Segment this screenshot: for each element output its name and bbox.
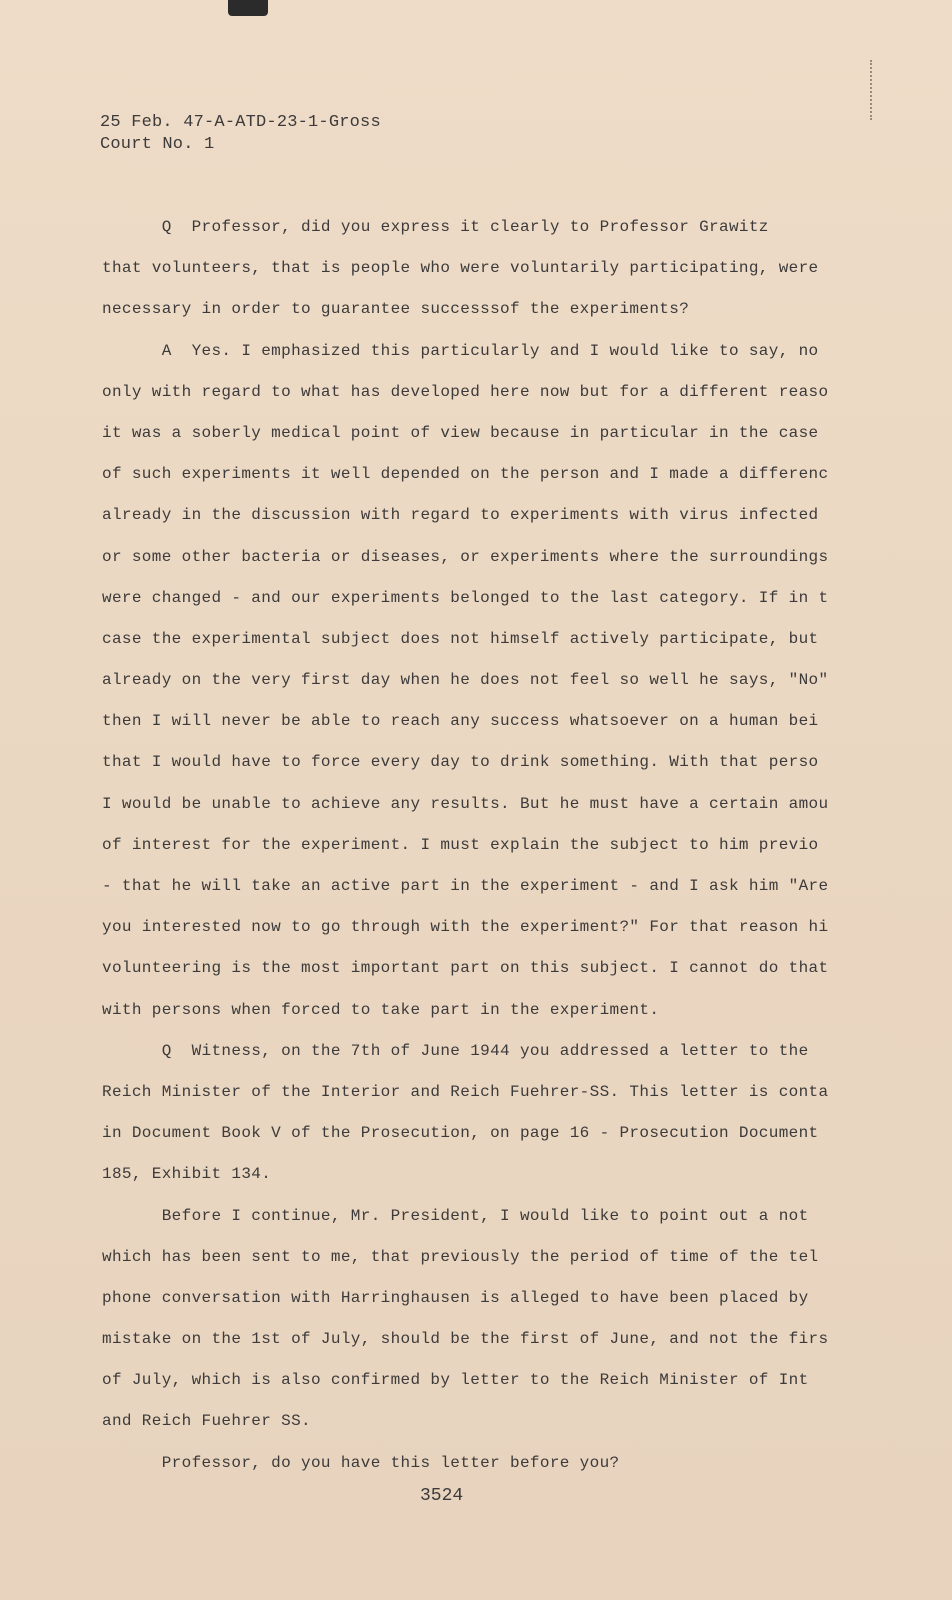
text-line: were changed - and our experiments belonged to the last category. If in t (102, 588, 829, 607)
text-line: then I will never be able to reach any success whatsoever on a human bei (102, 712, 819, 731)
text-line: A Yes. I emphasized this particularly and I would like to say, no (102, 341, 819, 360)
text-line: that volunteers, that is people who were voluntarily participating, were (102, 259, 819, 278)
text-line: volunteering is the most important part on this subject. I cannot do that (102, 959, 829, 978)
text-line: already on the very first day when he does not feel so well he says, "No" (102, 671, 829, 690)
text-line: Q Professor, did you express it clearly to Professor Grawitz (102, 218, 769, 236)
text-line: in Document Book V of the Prosecution, on page 16 - Prosecution Document (102, 1124, 819, 1143)
header-court: Court No. 1 (100, 135, 215, 154)
text-line: that I would have to force every day to drink something. With that perso (102, 753, 819, 772)
text-line: phone conversation with Harringhausen is alleged to have been placed by (102, 1288, 809, 1307)
page-number: 3524 (420, 1486, 464, 1506)
header-reference: 25 Feb. 47-A-ATD-23-1-Gross (100, 113, 381, 132)
text-line: already in the discussion with regard to experiments with virus infected (102, 506, 819, 525)
text-line: Professor, do you have this letter before you? (102, 1453, 620, 1472)
text-line: case the experimental subject does not himself actively participate, but (102, 629, 819, 648)
text-line: Q Witness, on the 7th of June 1944 you addressed a letter to the (102, 1041, 809, 1060)
edge-marks (866, 60, 872, 120)
text-line: with persons when forced to take part in the experiment. (102, 1000, 660, 1019)
binding-mark (228, 0, 268, 16)
text-line: necessary in order to guarantee successsof the experiments? (102, 300, 690, 319)
text-line: it was a soberly medical point of view because in particular in the case (102, 423, 819, 442)
text-line: of interest for the experiment. I must explain the subject to him previo (102, 835, 819, 854)
text-line: mistake on the 1st of July, should be the first of June, and not the firs (102, 1330, 829, 1349)
text-line: or some other bacteria or diseases, or experiments where the surroundings (102, 547, 829, 566)
text-line: - that he will take an active part in the experiment - and I ask him "Are (102, 877, 829, 895)
text-line: 185, Exhibit 134. (102, 1165, 272, 1184)
text-line: you interested now to go through with the experiment?" For that reason hi (102, 918, 829, 937)
text-line: Reich Minister of the Interior and Reich Fuehrer-SS. This letter is conta (102, 1082, 829, 1101)
text-line: which has been sent to me, that previously the period of time of the tel (102, 1247, 819, 1266)
text-line: Before I continue, Mr. President, I would like to point out a not (102, 1206, 809, 1225)
text-line: and Reich Fuehrer SS. (102, 1412, 311, 1431)
document-header (100, 112, 381, 156)
transcript-body (102, 207, 852, 1484)
text-line: I would be unable to achieve any results. But he must have a certain amou (102, 794, 829, 813)
text-line: of July, which is also confirmed by letter to the Reich Minister of Int (102, 1371, 809, 1390)
text-line: of such experiments it well depended on the person and I made a differenc (102, 465, 829, 484)
text-line: only with regard to what has developed here now but for a different reaso (102, 382, 829, 401)
